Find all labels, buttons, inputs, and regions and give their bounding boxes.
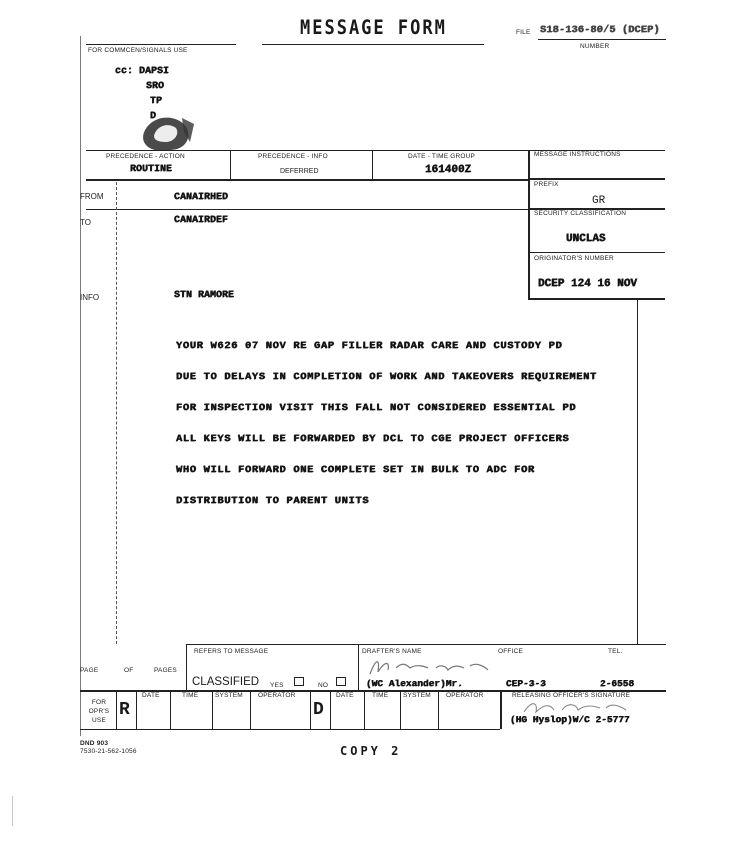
drafter-name-value: (WC Alexander)Mr. bbox=[366, 678, 463, 689]
from-to-divider bbox=[86, 209, 528, 210]
opr-col-9 bbox=[400, 690, 401, 729]
body-line: ALL KEYS WILL BE FORWARDED BY DCL TO CGE PROJECT OFFICERS bbox=[176, 433, 570, 445]
copy-label: COPY 2 bbox=[340, 744, 402, 758]
info-value: STN RAMORE bbox=[174, 290, 235, 301]
operator-row-bottom-line bbox=[80, 729, 500, 730]
dtg-label: DATE - TIME GROUP bbox=[408, 153, 476, 160]
precedence-bottom-line bbox=[86, 179, 528, 181]
opr-col-1 bbox=[116, 690, 117, 729]
page-label: PAGE bbox=[80, 667, 99, 674]
releasing-officer-label: RELEASING OFFICER'S SIGNATURE bbox=[512, 692, 631, 699]
security-classification-label: SECURITY CLASSIFICATION bbox=[534, 210, 627, 217]
bottom-left-edge-mark bbox=[12, 796, 13, 826]
file-label: FILE bbox=[516, 29, 531, 36]
footer-top-line bbox=[186, 644, 666, 645]
cc-line-1: cc: DAPSI bbox=[115, 66, 170, 77]
title-underline bbox=[262, 44, 484, 45]
precedence-action-label: PRECEDENCE - ACTION bbox=[106, 153, 185, 160]
cc-line-4: D bbox=[150, 111, 157, 122]
tel-label: TEL. bbox=[608, 648, 623, 655]
releasing-officer-value: (HG Hyslop)W/C 2-5777 bbox=[510, 714, 630, 725]
to-label: TO bbox=[80, 218, 91, 227]
time-label-d: TIME bbox=[372, 692, 389, 699]
opr-col-4 bbox=[212, 690, 213, 729]
precedence-action-value: ROUTINE bbox=[130, 164, 173, 175]
r-letter: R bbox=[119, 700, 130, 720]
classified-no-label: NO bbox=[318, 682, 329, 689]
to-value: CANAIRDEF bbox=[174, 215, 229, 226]
body-line: DISTRIBUTION TO PARENT UNITS bbox=[176, 495, 370, 507]
body-line: DUE TO DELAYS IN COMPLETION OF WORK AND TAKEOVERS REQUIREMENT bbox=[176, 371, 597, 383]
drafters-name-label: DRAFTER'S NAME bbox=[362, 648, 422, 655]
left-margin-line bbox=[80, 36, 81, 736]
for-oprs-use-label: FOR OPR'S USE bbox=[88, 699, 110, 724]
info-label: INFO bbox=[80, 293, 100, 302]
cc-line-2: SRO bbox=[146, 81, 165, 92]
prefix-top-line bbox=[528, 178, 665, 180]
addressing-dashed-divider bbox=[116, 182, 117, 644]
body-line: YOUR W626 07 NOV RE GAP FILLER RADAR CARE AND CUSTODY PD bbox=[176, 340, 563, 352]
opr-col-5 bbox=[250, 690, 251, 729]
message-instructions-label: MESSAGE INSTRUCTIONS bbox=[534, 151, 621, 158]
operator-label-r: OPERATOR bbox=[258, 692, 296, 699]
prefix-value: GR bbox=[592, 195, 606, 207]
stock-number: 7530-21-562-1056 bbox=[80, 748, 137, 755]
office-value: CEP-3-3 bbox=[506, 678, 546, 689]
d-letter: D bbox=[313, 700, 324, 720]
pages-label: PAGES bbox=[154, 667, 177, 674]
opr-col-10 bbox=[438, 690, 439, 729]
prefix-label: PREFIX bbox=[534, 181, 559, 188]
precedence-divider-2 bbox=[372, 150, 373, 179]
right-panel-bottom-line bbox=[528, 298, 665, 300]
classified-label: CLASSIFIED bbox=[192, 676, 260, 688]
body-line: WHO WILL FORWARD ONE COMPLETE SET IN BULK TO ADC FOR bbox=[176, 464, 535, 476]
dnd-form-number: DND 903 bbox=[80, 740, 109, 747]
from-label: FROM bbox=[80, 192, 104, 201]
classified-no-checkbox[interactable] bbox=[336, 677, 346, 686]
file-number: S18-136-80/5 (DCEP) bbox=[540, 24, 660, 36]
date-label-r: DATE bbox=[142, 692, 160, 699]
number-label: NUMBER bbox=[580, 43, 610, 50]
tel-value: 2-6558 bbox=[600, 678, 635, 689]
from-value: CANAIRHED bbox=[174, 192, 229, 203]
classified-yes-label: YES bbox=[270, 682, 284, 689]
drafter-signature-icon bbox=[366, 654, 496, 680]
footer-page-divider bbox=[186, 644, 187, 690]
system-label-d: SYSTEM bbox=[403, 692, 431, 699]
security-classification-value: UNCLAS bbox=[566, 233, 606, 245]
originators-number-label: ORIGINATOR'S NUMBER bbox=[534, 255, 614, 262]
commcen-line bbox=[86, 44, 236, 45]
date-label-d: DATE bbox=[336, 692, 354, 699]
operator-label-d: OPERATOR bbox=[446, 692, 484, 699]
file-underline bbox=[538, 39, 666, 40]
precedence-info-value: DEFERRED bbox=[280, 168, 319, 175]
classified-yes-checkbox[interactable] bbox=[294, 677, 304, 686]
cc-line-3: TP bbox=[150, 96, 163, 107]
footer-refers-divider bbox=[358, 644, 359, 690]
opr-col-11 bbox=[500, 690, 502, 729]
precedence-top-line bbox=[86, 150, 528, 151]
stamp-smudge-icon bbox=[138, 112, 196, 154]
dtg-value: 161400Z bbox=[425, 164, 472, 176]
commcen-label: FOR COMMCEN/SIGNALS USE bbox=[88, 47, 188, 54]
opr-col-8 bbox=[364, 690, 365, 729]
system-label-r: SYSTEM bbox=[215, 692, 243, 699]
time-label-r: TIME bbox=[182, 692, 199, 699]
originator-top-line bbox=[528, 252, 665, 253]
opr-col-7 bbox=[330, 690, 331, 729]
body-line: FOR INSPECTION VISIT THIS FALL NOT CONSIDERED ESSENTIAL PD bbox=[176, 402, 577, 414]
of-label: OF bbox=[124, 667, 134, 674]
refers-to-message-label: REFERS TO MESSAGE bbox=[194, 648, 269, 655]
opr-col-3 bbox=[170, 690, 171, 729]
page-title: MESSAGE FORM bbox=[300, 16, 447, 40]
right-body-border bbox=[637, 298, 638, 644]
originators-number-value: DCEP 124 16 NOV bbox=[538, 278, 638, 290]
precedence-info-label: PRECEDENCE - INFO bbox=[258, 153, 328, 160]
office-label: OFFICE bbox=[498, 648, 524, 655]
precedence-divider-1 bbox=[230, 150, 231, 179]
opr-col-6 bbox=[310, 690, 311, 729]
right-panel-left-border bbox=[528, 150, 530, 300]
opr-col-2 bbox=[136, 690, 137, 729]
